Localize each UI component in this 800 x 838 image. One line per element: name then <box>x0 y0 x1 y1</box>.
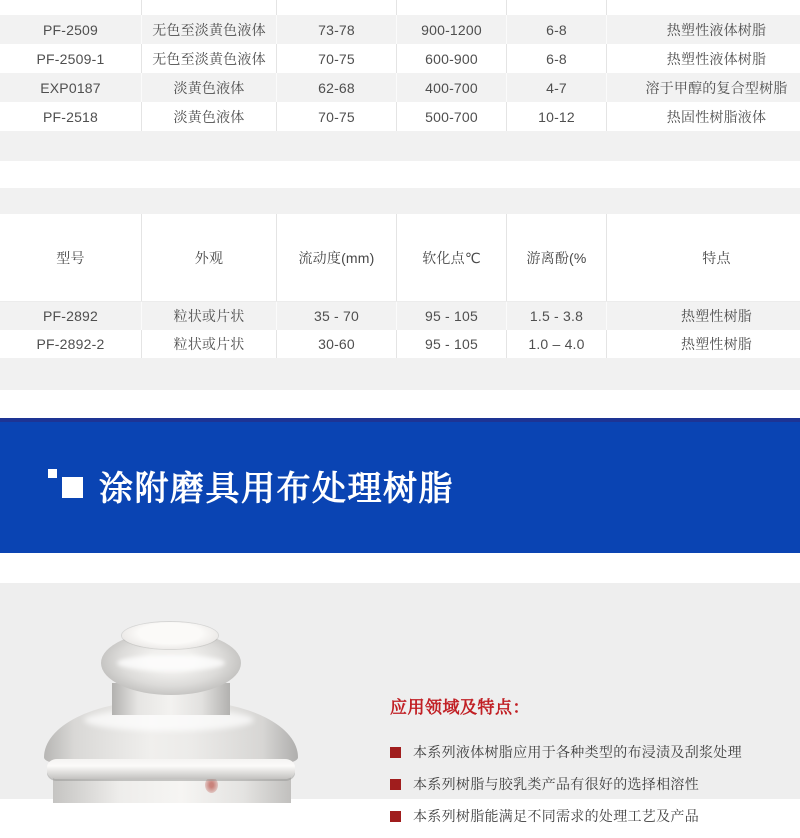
cell-flow: 30-60 <box>277 330 397 358</box>
big-square-icon <box>62 477 83 498</box>
table-header-row <box>0 214 800 302</box>
cell-value-4: 900-1200 <box>397 15 507 44</box>
bullet-square-icon <box>390 747 401 758</box>
section-title: 涂附磨具用布处理树脂 <box>99 470 454 508</box>
cell-value-3: 73-78 <box>277 15 397 44</box>
list-item <box>390 742 790 762</box>
header-model: 型号 <box>0 214 142 301</box>
cell-appearance: 淡黄色液体 <box>142 102 277 131</box>
bottle-cap-top <box>122 622 218 649</box>
list-item <box>390 806 790 826</box>
cell-softening-point: 95 - 105 <box>397 330 507 358</box>
cell-feature: 溶于甲醇的复合型树脂 <box>645 79 788 96</box>
header-feature: 特点 <box>702 249 731 266</box>
cell-value-4: 600-900 <box>397 44 507 73</box>
section-banner <box>0 418 800 553</box>
cell-value-5: 4-7 <box>507 73 607 102</box>
table-row-partial <box>0 0 800 15</box>
features-list <box>390 742 790 826</box>
cell-value-3: 70-75 <box>277 44 397 73</box>
cell-model: PF-2518 <box>0 102 142 131</box>
table-row <box>0 15 800 44</box>
table-row <box>0 73 800 102</box>
bottle-rim <box>47 759 295 779</box>
section-gap <box>0 161 800 188</box>
cell <box>0 0 142 15</box>
cell <box>507 0 607 15</box>
bullet-square-icon <box>390 779 401 790</box>
cell-model: PF-2509 <box>0 15 142 44</box>
cell-model: EXP0187 <box>0 73 142 102</box>
cell-model: PF-2892-2 <box>0 330 142 358</box>
bullet-square-icon <box>390 811 401 822</box>
cell-value-4: 400-700 <box>397 73 507 102</box>
header-appearance: 外观 <box>142 214 277 301</box>
features-text-block <box>390 693 790 838</box>
cell-feature: 热塑性液体树脂 <box>666 21 767 38</box>
cell-feature: 热固性树脂液体 <box>666 108 767 125</box>
table-row <box>0 102 800 131</box>
cell-feature: 热塑性树脂 <box>681 336 752 352</box>
cell-model: PF-2509-1 <box>0 44 142 73</box>
cell-value-3: 62-68 <box>277 73 397 102</box>
cell-softening-point: 95 - 105 <box>397 302 507 330</box>
cell-appearance: 无色至淡黄色液体 <box>142 15 277 44</box>
table-row <box>0 302 800 330</box>
bottle-label-speck <box>205 777 218 793</box>
feature-item-text: 本系列树脂能满足不同需求的处理工艺及产品 <box>413 808 699 824</box>
header-softening-point: 软化点℃ <box>397 214 507 301</box>
cell-flow: 35 - 70 <box>277 302 397 330</box>
cell-feature: 热塑性液体树脂 <box>666 50 767 67</box>
list-item <box>390 774 790 794</box>
cell <box>607 0 800 15</box>
cell-value-3: 70-75 <box>277 102 397 131</box>
liquid-resin-table <box>0 0 800 161</box>
cell-free-phenol: 1.5 - 3.8 <box>507 302 607 330</box>
cell-value-4: 500-700 <box>397 102 507 131</box>
cell-value-5: 6-8 <box>507 44 607 73</box>
cell-free-phenol: 1.0 – 4.0 <box>507 330 607 358</box>
table-footer-band <box>0 131 800 161</box>
table-row <box>0 44 800 73</box>
feature-item-text: 本系列树脂与胶乳类产品有很好的选择相溶性 <box>413 776 699 792</box>
feature-item-text: 本系列液体树脂应用于各种类型的布浸渍及刮浆处理 <box>413 744 742 760</box>
table-top-band <box>0 188 800 214</box>
table-row <box>0 330 800 358</box>
cell-value-5: 10-12 <box>507 102 607 131</box>
cell-model: PF-2892 <box>0 302 142 330</box>
cell-appearance: 无色至淡黄色液体 <box>142 44 277 73</box>
cell-appearance: 淡黄色液体 <box>142 73 277 102</box>
solid-resin-table <box>0 188 800 390</box>
section-gap <box>0 553 800 583</box>
features-section <box>0 583 800 824</box>
header-flow: 流动度(mm) <box>277 214 397 301</box>
header-free-phenol: 游离酚(% <box>507 214 607 301</box>
cell-value-5: 6-8 <box>507 15 607 44</box>
cell-appearance: 粒状或片状 <box>142 330 277 358</box>
cell <box>397 0 507 15</box>
cell-feature: 热塑性树脂 <box>681 308 752 324</box>
cell <box>277 0 397 15</box>
small-square-icon <box>48 469 57 478</box>
table-footer-band <box>0 358 800 390</box>
bottle-body <box>53 777 291 803</box>
section-gap <box>0 390 800 418</box>
cell-appearance: 粒状或片状 <box>142 302 277 330</box>
features-heading: 应用领域及特点： <box>390 698 530 717</box>
cell <box>142 0 277 15</box>
glass-bottle-image <box>0 583 340 799</box>
title-squares-icon <box>62 477 83 498</box>
